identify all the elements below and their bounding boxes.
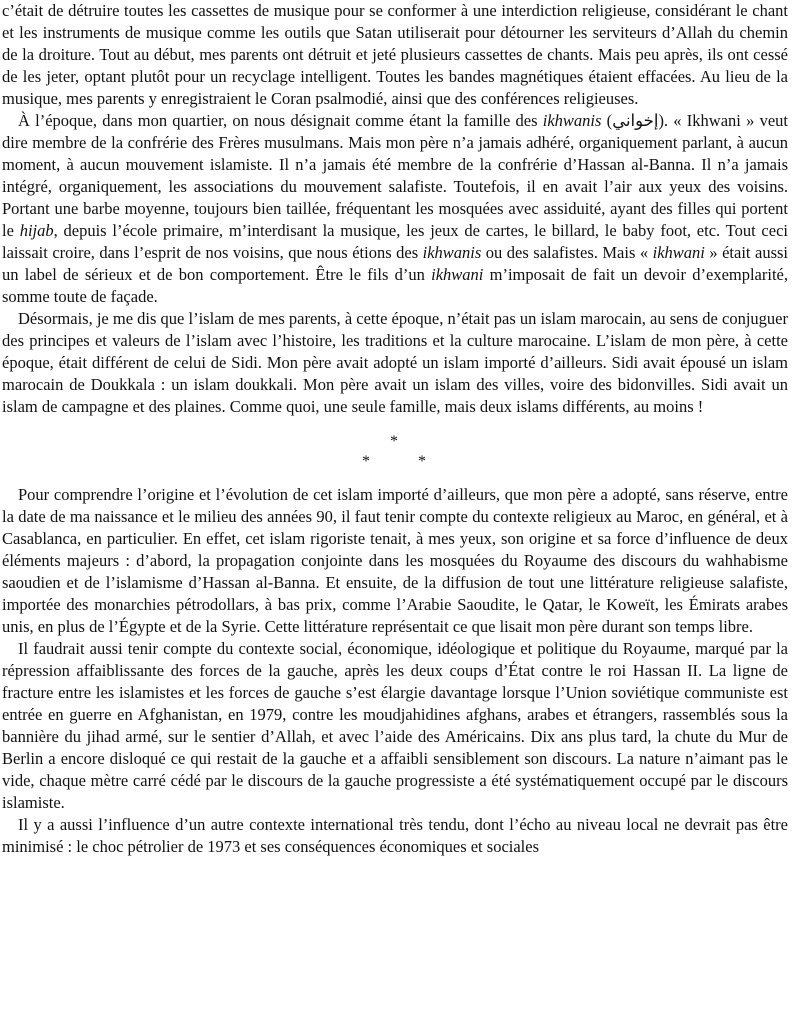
p3-text: Désormais, je me dis que l’islam de mes parents, à cette époque, n’était pas un islam marocain, au sens de conjuguer des principes et valeurs de l’islam avec l’histoire, les traditions et la culture marocaine. L’islam de mon père, à cette époque, était différent de celui de Sidi. Mon père avait adopté un islam importé d’ailleurs. Sidi avait épousé un islam marocain de Doukkala : un islam doukkali. Mon père avait un islam des villes, voire des bidonvilles. Sidi avait un islam de campagne et des plaines. Comme quoi, une seule famille, mais deux islams différents, au moins ! (2, 309, 788, 416)
paragraph-4 (2, 484, 788, 638)
p2-text-f: m’imposait de fait un devoir d’exemplarité, somme toute de façade. (2, 265, 788, 306)
p2-text-a: À l’époque, dans mon quartier, on nous désignait comme étant la famille des (18, 111, 543, 130)
p2-italic-hijab: hijab (19, 221, 54, 240)
paragraph-2 (2, 110, 788, 308)
p2-italic-ikhwani-2: ikhwani (431, 265, 484, 284)
p2-text-e: » était aussi un label de sérieux et de bon comportement. Être le fils d’un (2, 243, 789, 284)
p5-text: Il faudrait aussi tenir compte du contexte social, économique, idéologique et politique du Royaume, marqué par la répression affaiblissante des forces de la gauche, après les deux coups d’État contre le roi Hassan II. La ligne de fracture entre les islamistes et les forces de gauche s’est élargie davantage lorsque l’Union soviétique communiste est entrée en guerre en Afghanistan, en 1979, contre les moudjahidines afghans, arabes et étrangers, rassemblés sous la bannière du jihad armé, sur le sentier d’Allah, et avec l’aide des Américains. Dix ans plus tard, la chute du Mur de Berlin a encore disloqué ce qui restait de la gauche et a affaibli sensiblement son discours. La nature n’aimant pas le vide, chaque mètre carré cédé par le discours de la gauche progressiste a été systématiquement occupé par le discours islamiste. (2, 639, 788, 812)
p2-text-b: (إخواني). « Ikhwani » veut dire membre de la confrérie des Frères musulmans. Mais mon père n’a jamais adhéré, organiquement parlant, à aucun moment, à aucun mouvement islamiste. Il n’a jamais été membre de la confrérie d’Hassan al-Banna. Il n’a jamais intégré, organiquement, les associations du mouvement salafiste. Toutefois, il en avait l’air aux yeux des voisins. Portant une barbe moyenne, toujours bien taillée, fréquentant les mosquées avec assiduité, ayant des filles qui portent le (2, 111, 788, 240)
p2-text-d: ou des salafistes. Mais « (481, 243, 653, 262)
paragraph-3 (2, 308, 788, 418)
paragraph-1 (2, 0, 788, 110)
p2-italic-ikhwani: ikhwani (652, 243, 705, 262)
p6-text: Il y a aussi l’influence d’un autre contexte international très tendu, dont l’écho au niveau local ne devrait pas être minimisé : le choc pétrolier de 1973 et ses conséquences économiques et sociales (2, 815, 788, 856)
p2-text-c: , depuis l’école primaire, m’interdisant la musique, les jeux de cartes, le billard, le baby foot, etc. Tout ceci laissait croire, dans l’esprit de nos voisins, que nous étions des (2, 221, 788, 262)
asterism-left-star: * (362, 453, 370, 470)
section-break-asterism (2, 418, 788, 484)
p4-text: Pour comprendre l’origine et l’évolution de cet islam importé d’ailleurs, que mon père a adopté, sans réserve, entre la date de ma naissance et le milieu des années 90, il faut tenir compte du contexte religieux au Maroc, en général, et à Casablanca, en particulier. En effet, cet islam rigoriste tenait, à mes yeux, son origine et sa force d’influence de deux éléments majeurs : d’abord, la propagation conjointe dans les mosquées du Royaume des discours du wahhabisme saoudien et de l’islamisme d’Hassan al-Banna. Et ensuite, de la diffusion de tout une littérature religieuse salafiste, importée des monarchies pétrodollars, à bas prix, comme l’Arabie Saoudite, le Qatar, le Koweït, les Émirats arabes unis, en plus de l’Égypte et de la Syrie. Cette littérature représentait ce que lisait mon père durant son temps libre. (2, 485, 788, 636)
asterism-top-star: * (390, 433, 398, 450)
p2-italic-ikhwanis-2: ikhwanis (422, 243, 482, 262)
asterism-right-star: * (418, 453, 426, 470)
paragraph-6 (2, 814, 788, 858)
paragraph-5 (2, 638, 788, 814)
p1-text: c’était de détruire toutes les cassettes de musique pour se conformer à une interdiction religieuse, considérant le chant et les instruments de musique comme les outils que Satan utiliserait pour détourner les serviteurs d’Allah du chemin de la droiture. Tout au début, mes parents ont détruit et jeté plusieurs cassettes de chants. Mais peu après, ils ont cessé de les jeter, optant plutôt pour un recyclage intelligent. Toutes les bandes magnétiques étaient effacées. Au lieu de la musique, mes parents y enregistraient le Coran psalmodié, ainsi que des conférences religieuses. (2, 1, 788, 108)
p2-italic-ikhwanis: ikhwanis (542, 111, 602, 130)
book-page (2, 0, 788, 858)
